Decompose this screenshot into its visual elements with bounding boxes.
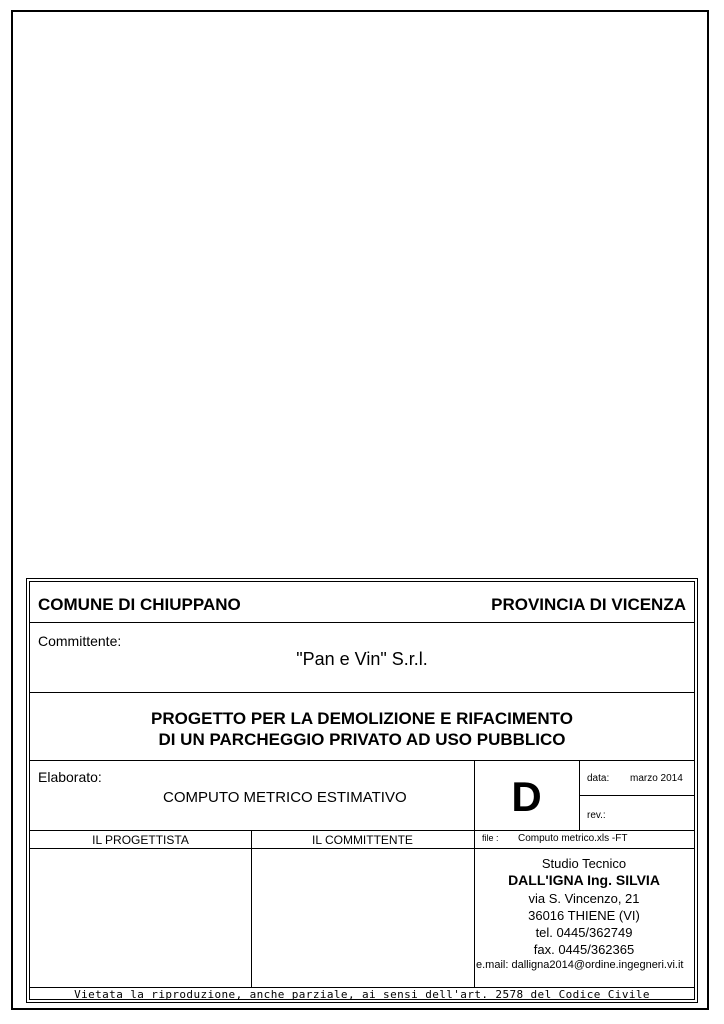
rule-below-header	[30, 622, 694, 623]
committente-name: "Pan e Vin" S.r.l.	[296, 649, 428, 669]
project-title-line2: DI UN PARCHEGGIO PRIVATO AD USO PUBBLICO	[158, 730, 566, 749]
data-value: marzo 2014	[630, 773, 683, 784]
rev-label: rev.:	[587, 810, 606, 821]
studio-tel: tel. 0445/362749	[535, 925, 633, 940]
committente-header: IL COMMITTENTE	[312, 833, 413, 847]
studio-email-label: e.mail:	[476, 959, 509, 971]
comune-title: COMUNE DI CHIUPPANO	[38, 595, 241, 614]
elaborato-letter: D	[511, 773, 542, 820]
rule-below-committente	[30, 692, 694, 693]
provincia-title: PROVINCIA DI VICENZA	[491, 595, 686, 614]
rule-data-rev	[579, 795, 694, 796]
committente-label: Committente:	[38, 633, 122, 649]
rule-below-project	[30, 760, 694, 761]
elaborato-label: Elaborato:	[38, 769, 102, 785]
title-block	[26, 578, 698, 1003]
rule-below-signature-headers	[30, 848, 694, 849]
title-block-inner-border	[29, 581, 695, 1000]
file-value: Computo metrico.xls -FT	[518, 833, 628, 844]
data-label: data:	[587, 773, 610, 784]
studio-email-row	[476, 960, 683, 971]
studio-city: 36016 THIENE (VI)	[528, 908, 640, 923]
studio-fax: fax. 0445/362365	[533, 942, 635, 957]
project-title-line1: PROGETTO PER LA DEMOLIZIONE E RIFACIMENTO	[151, 709, 573, 728]
rule-below-elaborato	[30, 830, 694, 831]
footer-notice: Vietata la riproduzione, anche parziale, ai sensi dell'art. 2578 del Codice Civile	[74, 988, 650, 1001]
elaborato-value: COMPUTO METRICO ESTIMATIVO	[163, 789, 407, 806]
studio-line1: Studio Tecnico	[541, 856, 627, 871]
studio-email: dalligna2014@ordine.ingegneri.vi.it	[511, 959, 684, 971]
file-label: file :	[482, 833, 499, 843]
studio-address: via S. Vincenzo, 21	[528, 891, 640, 906]
rule-signature-divider	[251, 830, 252, 987]
progettista-header: IL PROGETTISTA	[92, 833, 189, 847]
studio-name: DALL'IGNA Ing. SILVIA	[508, 872, 660, 888]
